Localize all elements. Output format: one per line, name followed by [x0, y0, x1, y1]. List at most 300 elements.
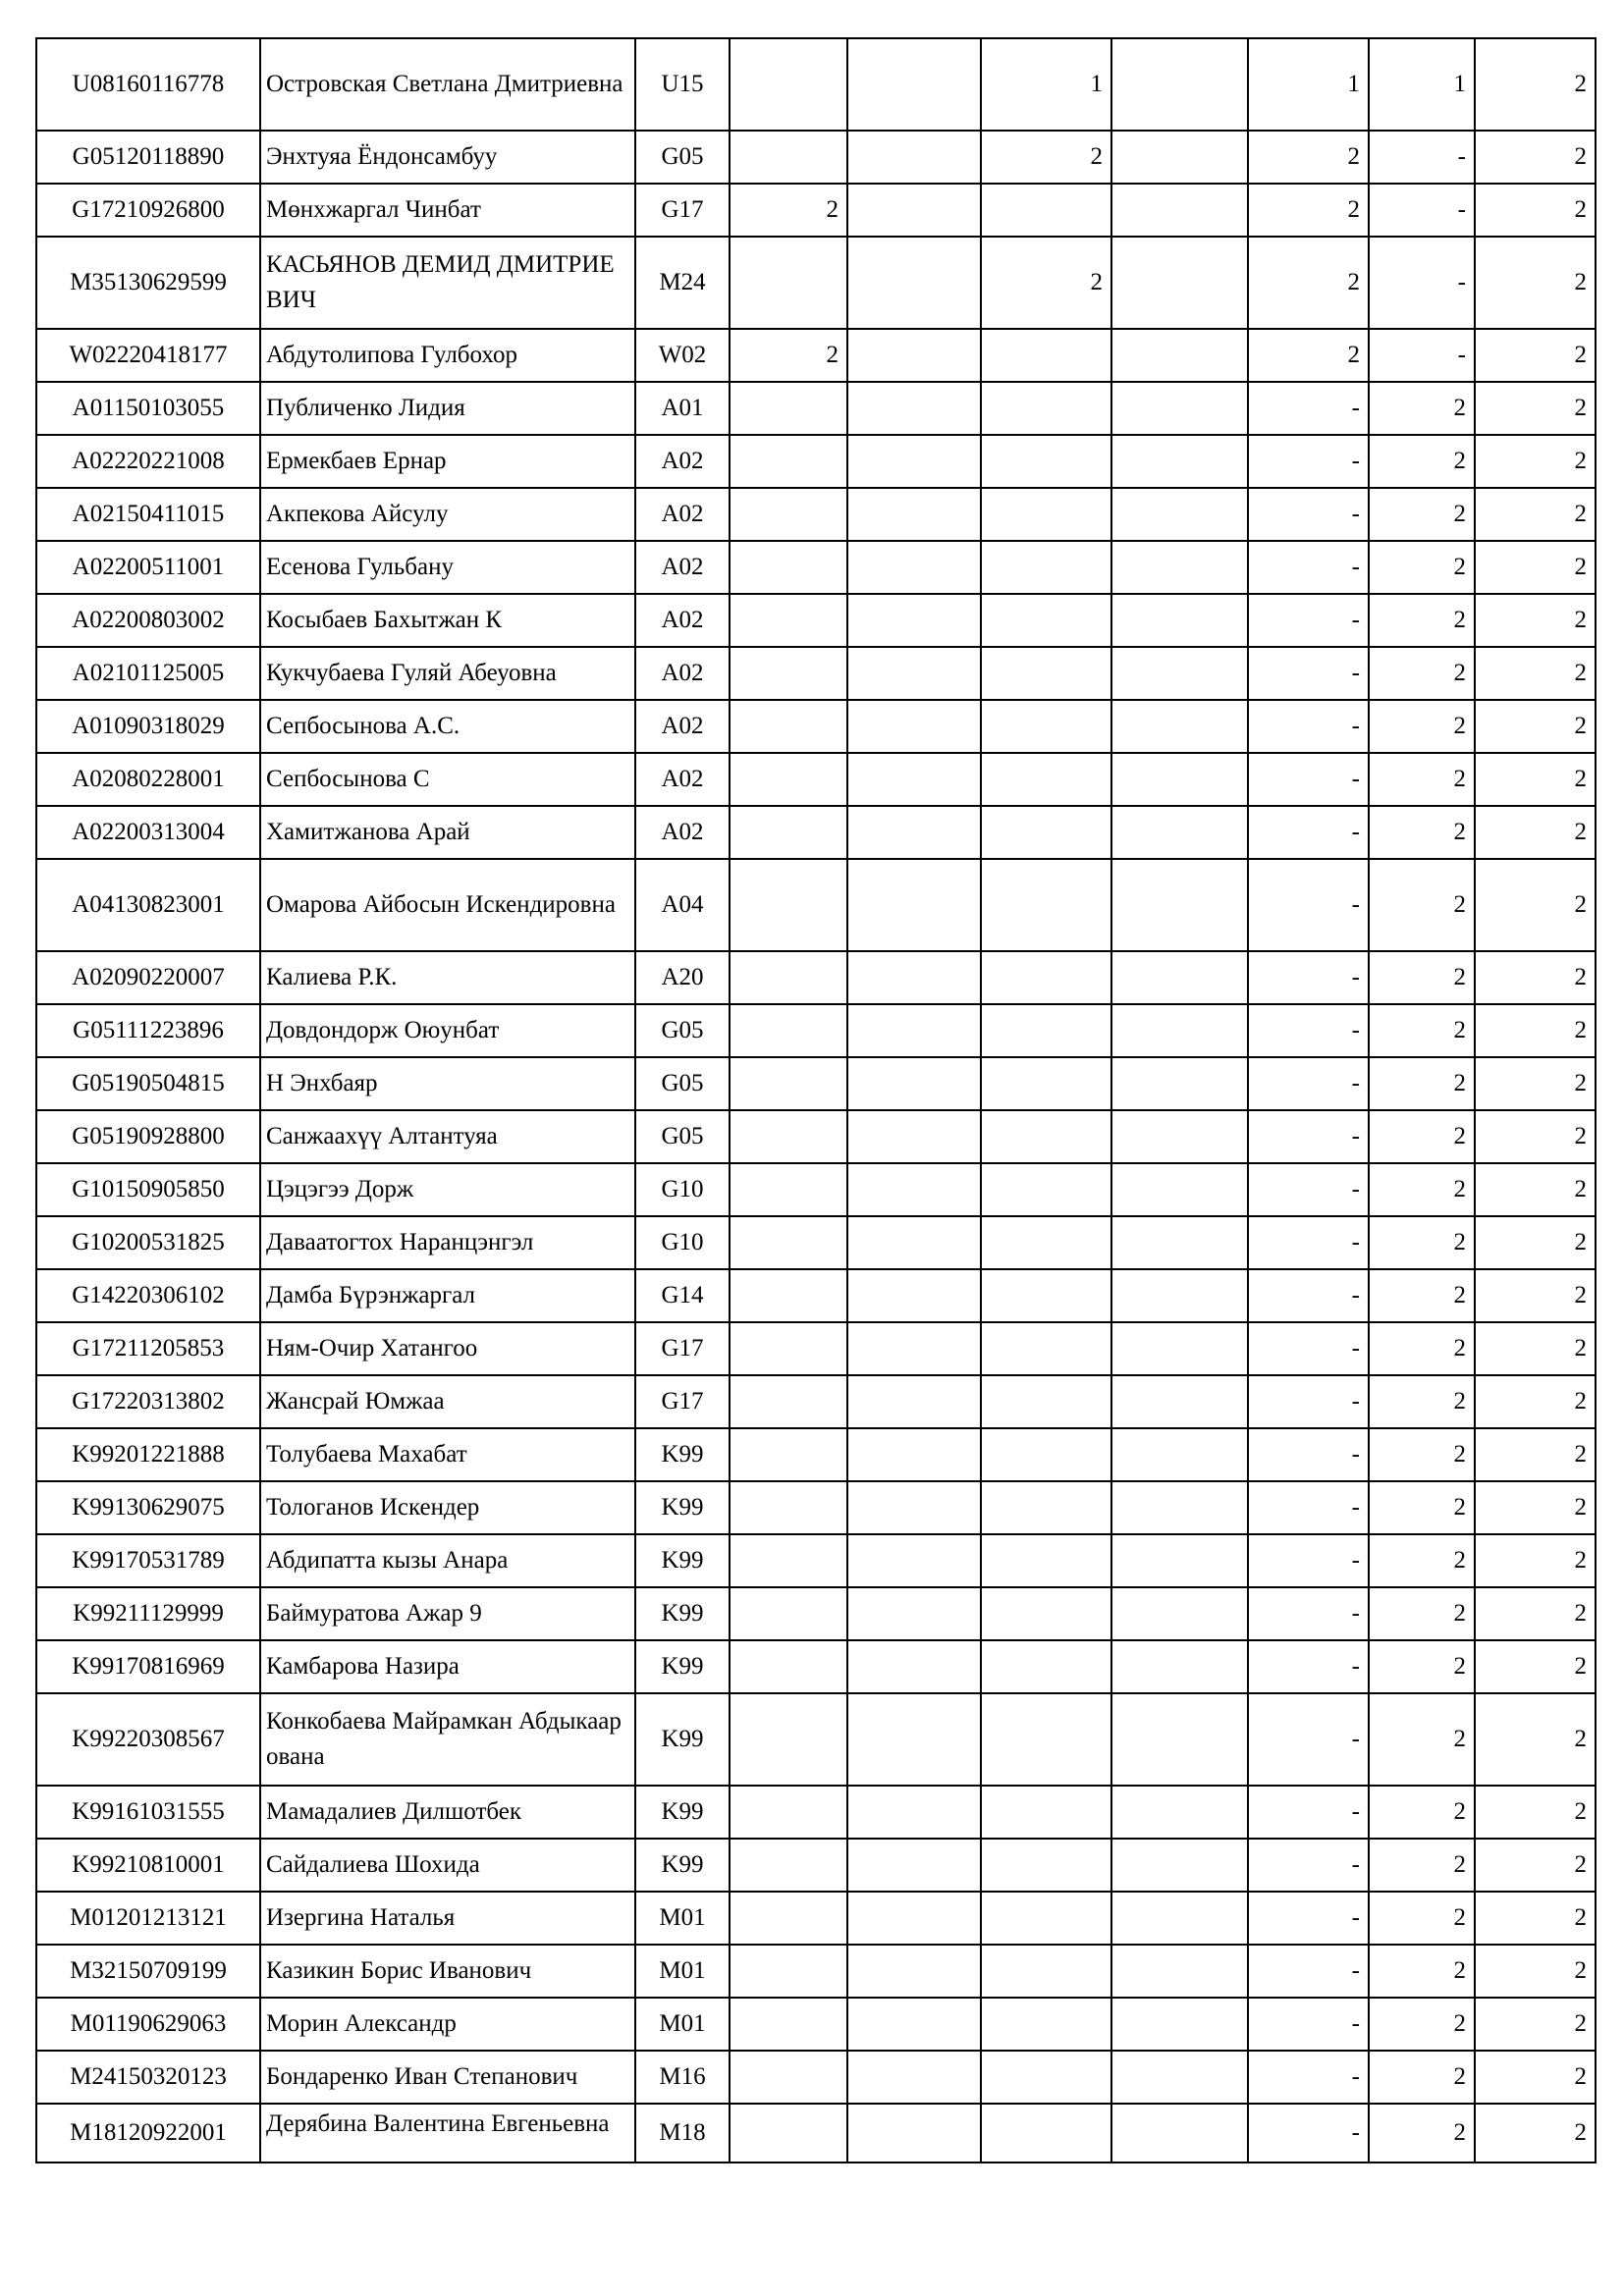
- score-col-3-cell: [981, 1269, 1111, 1322]
- participant-name-cell: Цэцэгээ Дорж: [260, 1163, 635, 1216]
- total-cell: 2: [1475, 1693, 1596, 1786]
- participant-name-cell: Даваатогтох Наранцэнгэл: [260, 1216, 635, 1269]
- score-col-6-cell: 2: [1369, 1587, 1475, 1640]
- participant-id-cell: A01150103055: [36, 382, 260, 435]
- region-code-cell: K99: [635, 1587, 730, 1640]
- score-col-6-cell: 2: [1369, 1481, 1475, 1534]
- score-col-6-cell: 2: [1369, 1057, 1475, 1110]
- score-col-6-cell: 1: [1369, 38, 1475, 131]
- participant-id-cell: G17220313802: [36, 1375, 260, 1428]
- score-col-6-cell: 2: [1369, 1534, 1475, 1587]
- table-row: [36, 1481, 1596, 1534]
- score-col-2-cell: [847, 1269, 981, 1322]
- table-row: [36, 1428, 1596, 1481]
- score-col-6-cell: 2: [1369, 1428, 1475, 1481]
- score-col-2-cell: [847, 541, 981, 594]
- score-col-3-cell: [981, 1322, 1111, 1375]
- score-col-1-cell: [730, 594, 847, 647]
- participant-id-cell: G05120118890: [36, 131, 260, 184]
- score-col-5-cell: -: [1248, 1322, 1369, 1375]
- score-col-4-cell: [1111, 700, 1248, 753]
- score-col-2-cell: [847, 1945, 981, 1998]
- score-col-1-cell: [730, 1587, 847, 1640]
- score-col-3-cell: [981, 184, 1111, 237]
- table-row: [36, 1375, 1596, 1428]
- total-cell: 2: [1475, 237, 1596, 329]
- score-col-2-cell: [847, 753, 981, 806]
- table-row: [36, 131, 1596, 184]
- score-col-6-cell: 2: [1369, 1945, 1475, 1998]
- score-col-2-cell: [847, 951, 981, 1004]
- participant-name-cell: Кукчубаева Гуляй Абеуовна: [260, 647, 635, 700]
- score-col-6-cell: 2: [1369, 859, 1475, 951]
- score-col-1-cell: [730, 2104, 847, 2163]
- score-col-1-cell: [730, 1998, 847, 2051]
- score-col-3-cell: [981, 700, 1111, 753]
- score-col-4-cell: [1111, 2051, 1248, 2104]
- score-col-2-cell: [847, 237, 981, 329]
- score-col-5-cell: -: [1248, 2104, 1369, 2163]
- participant-id-cell: K99161031555: [36, 1786, 260, 1839]
- total-cell: 2: [1475, 1004, 1596, 1057]
- score-col-6-cell: -: [1369, 237, 1475, 329]
- total-cell: 2: [1475, 329, 1596, 382]
- region-code-cell: G17: [635, 1375, 730, 1428]
- score-col-3-cell: 2: [981, 131, 1111, 184]
- table-row: [36, 1057, 1596, 1110]
- score-col-3-cell: [981, 382, 1111, 435]
- score-col-2-cell: [847, 131, 981, 184]
- participant-name-cell: Энхтуяа Ёндонсамбуу: [260, 131, 635, 184]
- total-cell: 2: [1475, 435, 1596, 488]
- total-cell: 2: [1475, 131, 1596, 184]
- total-cell: 2: [1475, 1998, 1596, 2051]
- score-col-2-cell: [847, 859, 981, 951]
- region-code-cell: W02: [635, 329, 730, 382]
- score-col-3-cell: [981, 1428, 1111, 1481]
- table-row: [36, 647, 1596, 700]
- score-col-2-cell: [847, 1587, 981, 1640]
- score-col-1-cell: [730, 488, 847, 541]
- score-col-5-cell: -: [1248, 488, 1369, 541]
- score-col-5-cell: -: [1248, 700, 1369, 753]
- total-cell: 2: [1475, 488, 1596, 541]
- score-col-4-cell: [1111, 1945, 1248, 1998]
- score-col-2-cell: [847, 329, 981, 382]
- score-col-2-cell: [847, 1163, 981, 1216]
- table-row: [36, 1640, 1596, 1693]
- region-code-cell: M01: [635, 1892, 730, 1945]
- total-cell: 2: [1475, 38, 1596, 131]
- region-code-cell: K99: [635, 1428, 730, 1481]
- score-col-2-cell: [847, 1640, 981, 1693]
- region-code-cell: G05: [635, 1057, 730, 1110]
- score-col-3-cell: [981, 951, 1111, 1004]
- table-row: [36, 1269, 1596, 1322]
- total-cell: 2: [1475, 806, 1596, 859]
- table-row: [36, 1998, 1596, 2051]
- score-col-2-cell: [847, 382, 981, 435]
- score-col-1-cell: [730, 435, 847, 488]
- score-col-4-cell: [1111, 1640, 1248, 1693]
- participant-name-cell: Абдутолипова Гулбохор: [260, 329, 635, 382]
- total-cell: 2: [1475, 1163, 1596, 1216]
- participant-name-cell: Сайдалиева Шохида: [260, 1839, 635, 1892]
- score-col-2-cell: [847, 1428, 981, 1481]
- participant-name-cell: Омарова Айбосын Искендировна: [260, 859, 635, 951]
- score-col-5-cell: -: [1248, 753, 1369, 806]
- table-row: [36, 1216, 1596, 1269]
- table-row: [36, 1004, 1596, 1057]
- score-col-2-cell: [847, 1322, 981, 1375]
- score-col-5-cell: -: [1248, 806, 1369, 859]
- score-col-2-cell: [847, 1786, 981, 1839]
- score-col-6-cell: 2: [1369, 753, 1475, 806]
- score-col-5-cell: -: [1248, 1004, 1369, 1057]
- region-code-cell: A02: [635, 700, 730, 753]
- score-col-3-cell: [981, 1945, 1111, 1998]
- participant-id-cell: G17210926800: [36, 184, 260, 237]
- score-col-3-cell: [981, 541, 1111, 594]
- score-col-2-cell: [847, 1481, 981, 1534]
- score-col-1-cell: [730, 859, 847, 951]
- participant-name-cell: Баймуратова Ажар 9: [260, 1587, 635, 1640]
- score-col-4-cell: [1111, 1269, 1248, 1322]
- score-col-4-cell: [1111, 594, 1248, 647]
- score-col-2-cell: [847, 2051, 981, 2104]
- participant-id-cell: K99211129999: [36, 1587, 260, 1640]
- score-col-2-cell: [847, 488, 981, 541]
- score-col-4-cell: [1111, 488, 1248, 541]
- score-col-5-cell: -: [1248, 1998, 1369, 2051]
- table-row: [36, 488, 1596, 541]
- table-row: [36, 382, 1596, 435]
- participant-name-cell: Сепбосынова С: [260, 753, 635, 806]
- score-col-5-cell: -: [1248, 1786, 1369, 1839]
- participant-name-cell: Бондаренко Иван Степанович: [260, 2051, 635, 2104]
- participant-id-cell: A02200511001: [36, 541, 260, 594]
- table-row: [36, 1534, 1596, 1587]
- score-col-3-cell: [981, 1110, 1111, 1163]
- region-code-cell: K99: [635, 1534, 730, 1587]
- score-col-3-cell: [981, 329, 1111, 382]
- table-row: [36, 2051, 1596, 2104]
- score-col-5-cell: 1: [1248, 38, 1369, 131]
- score-col-3-cell: [981, 1163, 1111, 1216]
- region-code-cell: M16: [635, 2051, 730, 2104]
- score-col-6-cell: 2: [1369, 806, 1475, 859]
- participant-id-cell: K99201221888: [36, 1428, 260, 1481]
- region-code-cell: M01: [635, 1998, 730, 2051]
- score-col-5-cell: -: [1248, 1057, 1369, 1110]
- score-col-5-cell: -: [1248, 1428, 1369, 1481]
- score-col-4-cell: [1111, 38, 1248, 131]
- score-col-5-cell: -: [1248, 859, 1369, 951]
- score-col-3-cell: [981, 1057, 1111, 1110]
- total-cell: 2: [1475, 1839, 1596, 1892]
- score-col-1-cell: [730, 700, 847, 753]
- total-cell: 2: [1475, 541, 1596, 594]
- region-code-cell: M18: [635, 2104, 730, 2163]
- score-col-4-cell: [1111, 1375, 1248, 1428]
- participant-id-cell: K99220308567: [36, 1693, 260, 1786]
- total-cell: 2: [1475, 1786, 1596, 1839]
- score-col-3-cell: 2: [981, 237, 1111, 329]
- score-col-3-cell: [981, 1998, 1111, 2051]
- results-table: [35, 37, 1597, 2163]
- score-col-1-cell: [730, 1640, 847, 1693]
- score-col-5-cell: -: [1248, 1110, 1369, 1163]
- score-col-4-cell: [1111, 131, 1248, 184]
- score-col-6-cell: 2: [1369, 1322, 1475, 1375]
- score-col-1-cell: [730, 1892, 847, 1945]
- score-col-5-cell: -: [1248, 435, 1369, 488]
- region-code-cell: G17: [635, 1322, 730, 1375]
- score-col-2-cell: [847, 806, 981, 859]
- participant-name-cell: Довдондорж Оюунбат: [260, 1004, 635, 1057]
- score-col-5-cell: -: [1248, 541, 1369, 594]
- score-col-2-cell: [847, 1693, 981, 1786]
- table-row: [36, 541, 1596, 594]
- score-col-1-cell: [730, 541, 847, 594]
- score-col-3-cell: [981, 753, 1111, 806]
- table-row: [36, 237, 1596, 329]
- score-col-6-cell: 2: [1369, 435, 1475, 488]
- total-cell: 2: [1475, 2051, 1596, 2104]
- region-code-cell: A02: [635, 541, 730, 594]
- score-col-4-cell: [1111, 1892, 1248, 1945]
- score-col-4-cell: [1111, 435, 1248, 488]
- participant-name-cell: Есенова Гульбану: [260, 541, 635, 594]
- region-code-cell: K99: [635, 1481, 730, 1534]
- participant-name-cell: Абдипатта кызы Анара: [260, 1534, 635, 1587]
- score-col-1-cell: [730, 1534, 847, 1587]
- score-col-4-cell: [1111, 1998, 1248, 2051]
- participant-id-cell: A04130823001: [36, 859, 260, 951]
- score-col-4-cell: [1111, 237, 1248, 329]
- score-col-4-cell: [1111, 1839, 1248, 1892]
- score-col-1-cell: [730, 131, 847, 184]
- score-col-4-cell: [1111, 1786, 1248, 1839]
- participant-name-cell: Островская Светлана Дмитриевна: [260, 38, 635, 131]
- region-code-cell: A02: [635, 806, 730, 859]
- participant-id-cell: A02200313004: [36, 806, 260, 859]
- score-col-5-cell: -: [1248, 1945, 1369, 1998]
- score-col-1-cell: [730, 1481, 847, 1534]
- participant-name-cell: Санжаахүү Алтантуяа: [260, 1110, 635, 1163]
- participant-id-cell: A02101125005: [36, 647, 260, 700]
- participant-name-cell: Мөнхжаргал Чинбат: [260, 184, 635, 237]
- score-col-4-cell: [1111, 753, 1248, 806]
- participant-id-cell: K99130629075: [36, 1481, 260, 1534]
- score-col-1-cell: [730, 1693, 847, 1786]
- participant-id-cell: K99170531789: [36, 1534, 260, 1587]
- participant-name-cell: Тологанов Искендер: [260, 1481, 635, 1534]
- participant-name-cell: Конкобаева Майрамкан Абдыкаарована: [260, 1693, 635, 1786]
- score-col-1-cell: [730, 1004, 847, 1057]
- region-code-cell: G10: [635, 1163, 730, 1216]
- score-col-2-cell: [847, 1839, 981, 1892]
- score-col-6-cell: 2: [1369, 2051, 1475, 2104]
- participant-id-cell: K99170816969: [36, 1640, 260, 1693]
- score-col-5-cell: -: [1248, 647, 1369, 700]
- score-col-3-cell: [981, 1216, 1111, 1269]
- participant-id-cell: M32150709199: [36, 1945, 260, 1998]
- participant-name-cell: Дерябина Валентина Евгеньевна: [260, 2104, 635, 2163]
- participant-id-cell: A01090318029: [36, 700, 260, 753]
- table-row: [36, 1322, 1596, 1375]
- region-code-cell: A20: [635, 951, 730, 1004]
- participant-name-cell: КАСЬЯНОВ ДЕМИД ДМИТРИЕВИЧ: [260, 237, 635, 329]
- participant-name-cell: Сепбосынова А.С.: [260, 700, 635, 753]
- score-col-6-cell: 2: [1369, 1640, 1475, 1693]
- participant-id-cell: M18120922001: [36, 2104, 260, 2163]
- participant-id-cell: G14220306102: [36, 1269, 260, 1322]
- region-code-cell: G05: [635, 131, 730, 184]
- region-code-cell: A01: [635, 382, 730, 435]
- score-col-1-cell: [730, 1786, 847, 1839]
- region-code-cell: G05: [635, 1004, 730, 1057]
- score-col-3-cell: [981, 1839, 1111, 1892]
- region-code-cell: K99: [635, 1839, 730, 1892]
- score-col-3-cell: [981, 1640, 1111, 1693]
- score-col-6-cell: -: [1369, 329, 1475, 382]
- participant-id-cell: G05190504815: [36, 1057, 260, 1110]
- total-cell: 2: [1475, 1640, 1596, 1693]
- score-col-3-cell: [981, 2051, 1111, 2104]
- total-cell: 2: [1475, 859, 1596, 951]
- participant-name-cell: Изергина Наталья: [260, 1892, 635, 1945]
- table-row: [36, 594, 1596, 647]
- score-col-1-cell: [730, 1945, 847, 1998]
- score-col-1-cell: [730, 951, 847, 1004]
- score-col-4-cell: [1111, 1534, 1248, 1587]
- score-col-6-cell: 2: [1369, 594, 1475, 647]
- table-row: [36, 184, 1596, 237]
- participant-id-cell: W02220418177: [36, 329, 260, 382]
- score-col-5-cell: -: [1248, 1216, 1369, 1269]
- table-row: [36, 1693, 1596, 1786]
- score-col-6-cell: 2: [1369, 382, 1475, 435]
- participant-id-cell: K99210810001: [36, 1839, 260, 1892]
- table-row: [36, 2104, 1596, 2163]
- score-col-6-cell: 2: [1369, 2104, 1475, 2163]
- score-col-2-cell: [847, 1057, 981, 1110]
- score-col-4-cell: [1111, 1110, 1248, 1163]
- score-col-6-cell: 2: [1369, 1004, 1475, 1057]
- participant-id-cell: G05190928800: [36, 1110, 260, 1163]
- region-code-cell: G17: [635, 184, 730, 237]
- total-cell: 2: [1475, 753, 1596, 806]
- participant-name-cell: Хамитжанова Арай: [260, 806, 635, 859]
- table-row: [36, 859, 1596, 951]
- score-col-3-cell: [981, 594, 1111, 647]
- score-col-5-cell: 2: [1248, 131, 1369, 184]
- region-code-cell: G10: [635, 1216, 730, 1269]
- score-col-1-cell: [730, 647, 847, 700]
- score-col-4-cell: [1111, 541, 1248, 594]
- score-col-4-cell: [1111, 382, 1248, 435]
- participant-name-cell: Казикин Борис Иванович: [260, 1945, 635, 1998]
- score-col-6-cell: -: [1369, 184, 1475, 237]
- score-col-1-cell: [730, 806, 847, 859]
- total-cell: 2: [1475, 1892, 1596, 1945]
- table-row: [36, 806, 1596, 859]
- total-cell: 2: [1475, 382, 1596, 435]
- participant-id-cell: M24150320123: [36, 2051, 260, 2104]
- score-col-4-cell: [1111, 1004, 1248, 1057]
- score-col-1-cell: [730, 237, 847, 329]
- participant-id-cell: G10200531825: [36, 1216, 260, 1269]
- table-row: [36, 329, 1596, 382]
- score-col-3-cell: [981, 1004, 1111, 1057]
- score-col-2-cell: [847, 1998, 981, 2051]
- score-col-5-cell: -: [1248, 1839, 1369, 1892]
- score-col-4-cell: [1111, 806, 1248, 859]
- table-row: [36, 1163, 1596, 1216]
- score-col-4-cell: [1111, 647, 1248, 700]
- score-col-3-cell: [981, 2104, 1111, 2163]
- participant-name-cell: Публиченко Лидия: [260, 382, 635, 435]
- score-col-6-cell: 2: [1369, 1998, 1475, 2051]
- score-col-4-cell: [1111, 859, 1248, 951]
- score-col-3-cell: [981, 859, 1111, 951]
- table-row: [36, 1587, 1596, 1640]
- score-col-6-cell: 2: [1369, 1375, 1475, 1428]
- score-col-3-cell: [981, 806, 1111, 859]
- score-col-4-cell: [1111, 1481, 1248, 1534]
- region-code-cell: K99: [635, 1786, 730, 1839]
- score-col-1-cell: [730, 2051, 847, 2104]
- score-col-5-cell: -: [1248, 951, 1369, 1004]
- table-row: [36, 1839, 1596, 1892]
- score-col-1-cell: [730, 382, 847, 435]
- region-code-cell: A02: [635, 435, 730, 488]
- participant-id-cell: G05111223896: [36, 1004, 260, 1057]
- score-col-4-cell: [1111, 1216, 1248, 1269]
- score-col-4-cell: [1111, 329, 1248, 382]
- score-col-6-cell: 2: [1369, 1892, 1475, 1945]
- total-cell: 2: [1475, 1057, 1596, 1110]
- participant-name-cell: Калиева Р.К.: [260, 951, 635, 1004]
- score-col-2-cell: [847, 594, 981, 647]
- participant-name-cell: Жансрай Юмжаа: [260, 1375, 635, 1428]
- score-col-1-cell: [730, 1110, 847, 1163]
- region-code-cell: A02: [635, 647, 730, 700]
- table-row: [36, 753, 1596, 806]
- score-col-1-cell: [730, 1322, 847, 1375]
- score-col-2-cell: [847, 1110, 981, 1163]
- participant-name-cell: Ермекбаев Ернар: [260, 435, 635, 488]
- score-col-2-cell: [847, 184, 981, 237]
- total-cell: 2: [1475, 1110, 1596, 1163]
- score-col-2-cell: [847, 1216, 981, 1269]
- table-row: [36, 700, 1596, 753]
- score-col-1-cell: [730, 1216, 847, 1269]
- region-code-cell: U15: [635, 38, 730, 131]
- score-col-6-cell: 2: [1369, 488, 1475, 541]
- score-col-2-cell: [847, 435, 981, 488]
- participant-id-cell: M35130629599: [36, 237, 260, 329]
- total-cell: 2: [1475, 951, 1596, 1004]
- score-col-6-cell: 2: [1369, 1110, 1475, 1163]
- participant-id-cell: A02220221008: [36, 435, 260, 488]
- score-col-6-cell: -: [1369, 131, 1475, 184]
- participant-name-cell: Акпекова Айсулу: [260, 488, 635, 541]
- score-col-6-cell: 2: [1369, 1839, 1475, 1892]
- score-col-4-cell: [1111, 1693, 1248, 1786]
- score-col-2-cell: [847, 1004, 981, 1057]
